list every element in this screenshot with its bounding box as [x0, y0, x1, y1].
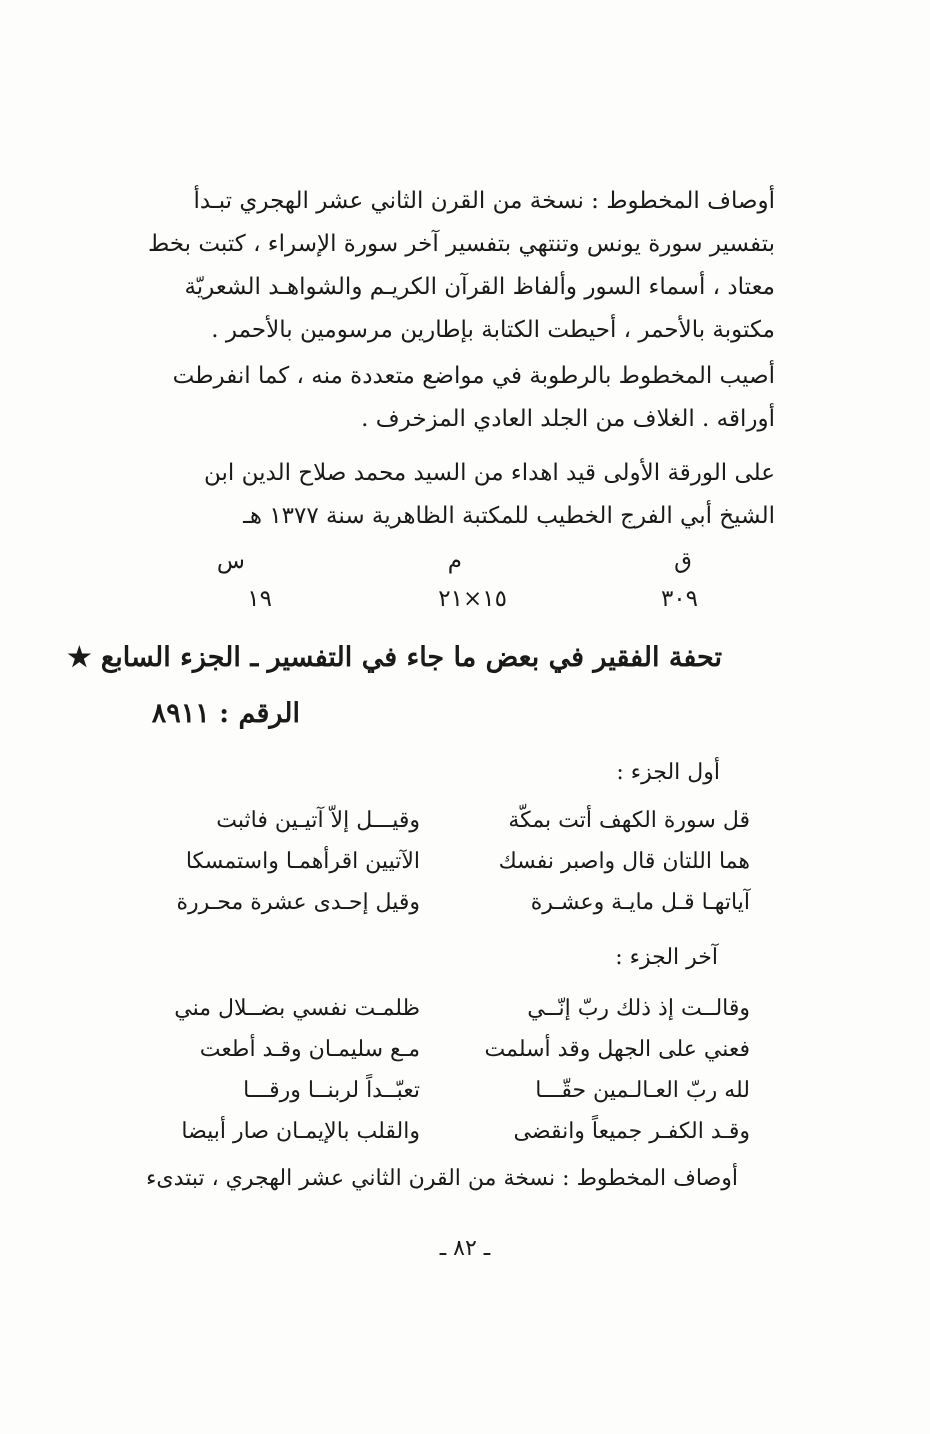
- verse-row: [130, 849, 750, 890]
- leaves-label: ق: [674, 548, 692, 574]
- last-part-verses: [130, 996, 750, 1160]
- verse-row: [130, 1078, 750, 1119]
- verse-row: [130, 808, 750, 849]
- manuscript-metadata: [0, 548, 930, 618]
- entry-number: الرقم : ٨٩١١: [151, 698, 300, 729]
- page-number: ـ ٨٢ ـ: [439, 1236, 491, 1261]
- verse-first-hemistich: لله ربّ العـالـمين حقّـــا: [535, 1078, 750, 1103]
- verse-row: [130, 890, 750, 931]
- text-line: أوراقه . الغلاف من الجلد العادي المزخرف .: [361, 406, 775, 432]
- text-line: على الورقة الأولى قيد اهداء من السيد محمد صلاح الدين ابن: [203, 460, 775, 486]
- verse-first-hemistich: وقالــت إذ ذلك ربّ إنّــي: [527, 996, 750, 1021]
- verse-second-hemistich: الآتيين اقرأهمـا واستمسكا: [185, 849, 420, 874]
- verse-second-hemistich: وقيـــل إلاّ آتيـين فاثبت: [216, 808, 420, 833]
- manuscript-description-paragraph: [135, 180, 775, 352]
- text-line: بتفسير سورة يونس وتنتهي بتفسير آخر سورة الإسراء ، كتبت بخط: [147, 231, 775, 257]
- size-label: م: [447, 548, 462, 574]
- leaves-value: ٣٠٩: [660, 586, 698, 612]
- condition-paragraph: [135, 355, 775, 441]
- text-line: أوصاف المخطوط : نسخة من القرن الثاني عشر الهجري تبـدأ: [193, 188, 775, 214]
- verse-first-hemistich: هما اللتان قال واصبر نفسك: [498, 849, 750, 874]
- next-description-line: أوصاف المخطوط : نسخة من القرن الثاني عشر الهجري ، تبتدىء: [146, 1166, 738, 1191]
- text-line: أصيب المخطوط بالرطوبة في مواضع متعددة منه ، كما انفرطت: [172, 363, 775, 389]
- provenance-paragraph: [135, 452, 775, 538]
- verse-second-hemistich: وقيل إحـدى عشرة محـررة: [176, 890, 420, 915]
- last-part-heading: آخر الجزء :: [615, 945, 718, 970]
- lines-value: ١٩: [247, 586, 272, 612]
- verse-row: [130, 1037, 750, 1078]
- verse-first-hemistich: وقـد الكفـر جميعاً وانقضى: [513, 1119, 750, 1144]
- verse-second-hemistich: ظلمـت نفسي بضــلال مني: [174, 996, 420, 1021]
- verse-second-hemistich: مـع سليمـان وقـد أطعت: [199, 1037, 420, 1062]
- verse-first-hemistich: قل سورة الكهف أتت بمكّة: [508, 808, 750, 833]
- first-part-verses: [130, 808, 750, 931]
- entry-title: تحفة الفقير في بعض ما جاء في التفسير ـ الجزء السابع ★: [67, 642, 722, 673]
- verse-row: [130, 996, 750, 1037]
- verse-second-hemistich: والقلب بالإيمـان صار أبيضا: [181, 1119, 420, 1144]
- text-line: مكتوبة بالأحمر ، أحيطت الكتابة بإطارين مرسومين بالأحمر .: [211, 317, 775, 343]
- text-line: الشيخ أبي الفرج الخطيب للمكتبة الظاهرية سنة ١٣٧٧ هـ: [243, 503, 775, 529]
- text-line: معتاد ، أسماء السور وألفاظ القرآن الكريـم والشواهـد الشعريّة: [184, 274, 775, 300]
- size-value: ١٥×٢١: [438, 586, 507, 612]
- verse-row: [130, 1119, 750, 1160]
- verse-first-hemistich: آياتهـا قـل مايـة وعشـرة: [530, 890, 750, 915]
- verse-first-hemistich: فعني على الجهل وقد أسلمت: [484, 1037, 750, 1062]
- lines-label: س: [216, 548, 245, 574]
- first-part-heading: أول الجزء :: [616, 760, 720, 785]
- verse-second-hemistich: تعبّــداً لربنــا ورقـــا: [243, 1078, 420, 1103]
